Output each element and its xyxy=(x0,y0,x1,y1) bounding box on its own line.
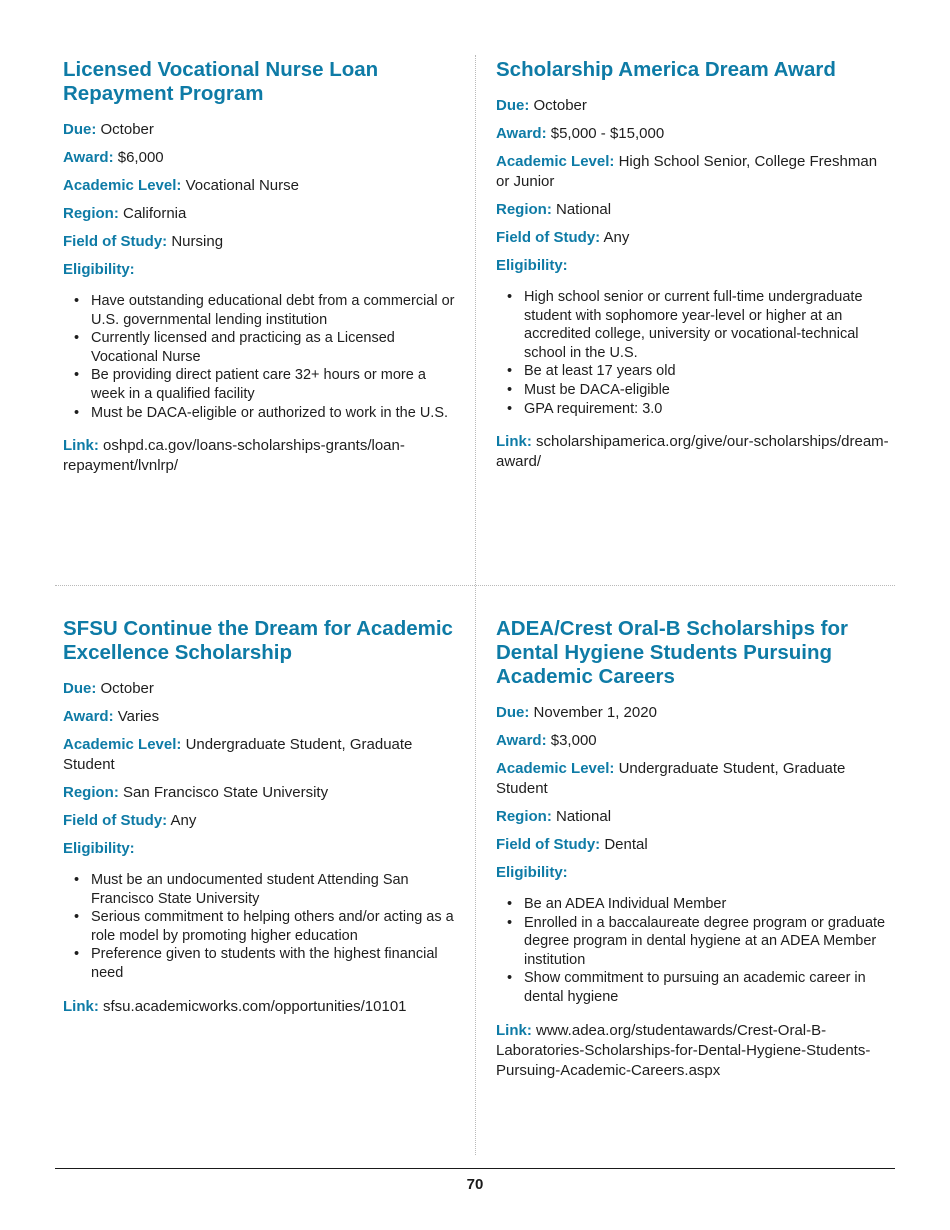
eligibility-list xyxy=(496,895,891,1007)
link-label: Link: xyxy=(63,997,99,1015)
award-label: Award: xyxy=(496,732,547,749)
award-field xyxy=(496,731,891,751)
eligibility-item: • Be providing direct patient care 32+ hours or more a week in a qualified facility xyxy=(91,366,458,403)
award-field xyxy=(63,148,458,168)
award-value: $3,000 xyxy=(550,732,597,749)
field-of-study-field xyxy=(63,232,458,252)
eligibility-list xyxy=(63,292,458,422)
eligibility-heading: Eligibility: xyxy=(63,840,135,857)
academic-level-field xyxy=(496,152,891,192)
row-divider xyxy=(55,585,895,586)
field-of-study-value: Any xyxy=(170,812,197,829)
due-value: October xyxy=(100,680,154,697)
due-field xyxy=(496,96,891,116)
field-of-study-value: Any xyxy=(603,229,630,246)
award-label: Award: xyxy=(63,708,114,725)
eligibility-item: • Enrolled in a baccalaureate degree program or graduate degree program in dental hygiene at an ADEA Member institution xyxy=(524,914,891,970)
field-of-study-value: Dental xyxy=(604,836,648,853)
due-field xyxy=(496,703,891,723)
eligibility-item: • Preference given to students with the highest financial need xyxy=(91,945,458,982)
academic-level-value: Vocational Nurse xyxy=(185,177,299,194)
eligibility-item: • Have outstanding educational debt from a commercial or U.S. governmental lending institution xyxy=(91,292,458,329)
field-of-study-field xyxy=(496,835,891,855)
eligibility-item: • Be at least 17 years old xyxy=(524,362,891,381)
eligibility-item: • GPA requirement: 3.0 xyxy=(524,400,891,419)
link-url[interactable]: oshpd.ca.gov/loans-scholarships-grants/loan-repayment/lvnlrp/ xyxy=(63,437,405,475)
due-field xyxy=(63,679,458,699)
academic-level-value: Undergraduate Student, Graduate Student xyxy=(63,736,413,773)
eligibility-list xyxy=(63,871,458,983)
region-field xyxy=(496,200,891,220)
scholarship-card xyxy=(496,617,891,1089)
academic-level-label: Academic Level: xyxy=(496,153,615,170)
region-label: Region: xyxy=(496,201,552,218)
scholarship-card xyxy=(63,58,458,484)
academic-level-label: Academic Level: xyxy=(496,760,615,777)
due-label: Due: xyxy=(63,121,97,138)
region-label: Region: xyxy=(63,205,119,222)
link-field xyxy=(496,1021,891,1081)
academic-level-value: High School Senior, College Freshman or Junior xyxy=(496,153,878,190)
link-url[interactable]: scholarshipamerica.org/give/our-scholarships/dream-award/ xyxy=(496,433,889,471)
field-of-study-label: Field of Study: xyxy=(63,233,168,250)
field-of-study-field xyxy=(63,811,458,831)
field-of-study-value: Nursing xyxy=(171,233,224,250)
link-field xyxy=(63,436,458,476)
award-label: Award: xyxy=(496,125,547,142)
due-label: Due: xyxy=(496,97,530,114)
due-value: October xyxy=(100,121,154,138)
award-field xyxy=(496,124,891,144)
footer-rule xyxy=(55,1168,895,1169)
region-value: National xyxy=(556,808,612,825)
field-of-study-label: Field of Study: xyxy=(63,812,168,829)
link-label: Link: xyxy=(496,433,532,451)
award-value: $5,000 - $15,000 xyxy=(550,125,665,142)
region-value: San Francisco State University xyxy=(123,784,329,801)
due-value: November 1, 2020 xyxy=(533,704,657,721)
academic-level-label: Academic Level: xyxy=(63,736,182,753)
field-of-study-field xyxy=(496,228,891,248)
region-field xyxy=(63,783,458,803)
region-value: California xyxy=(123,205,187,222)
due-field xyxy=(63,120,458,140)
region-label: Region: xyxy=(63,784,119,801)
scholarship-card xyxy=(63,617,458,1025)
field-of-study-label: Field of Study: xyxy=(496,836,601,853)
award-value: Varies xyxy=(117,708,160,725)
region-value: National xyxy=(556,201,612,218)
link-field xyxy=(63,997,458,1017)
due-label: Due: xyxy=(496,704,530,721)
eligibility-item: • Currently licensed and practicing as a Licensed Vocational Nurse xyxy=(91,329,458,366)
eligibility-list xyxy=(496,288,891,418)
scholarship-title: Licensed Vocational Nurse Loan Repayment Program xyxy=(63,58,379,105)
award-field xyxy=(63,707,458,727)
page-number: 70 xyxy=(466,1176,484,1193)
region-label: Region: xyxy=(496,808,552,825)
link-label: Link: xyxy=(63,437,99,455)
eligibility-item: • High school senior or current full-time undergraduate student with sophomore year-level or higher at an accredited college, university or vocational-technical school in the U.S. xyxy=(524,288,891,362)
academic-level-field xyxy=(63,176,458,196)
eligibility-item: • Must be an undocumented student Attending San Francisco State University xyxy=(91,871,458,908)
scholarship-title: Scholarship America Dream Award xyxy=(496,58,836,81)
region-field xyxy=(496,807,891,827)
column-divider xyxy=(475,55,476,1155)
due-value: October xyxy=(533,97,587,114)
eligibility-heading: Eligibility: xyxy=(63,261,135,278)
scholarship-title: ADEA/Crest Oral-B Scholarships for Dental Hygiene Students Pursuing Academic Careers xyxy=(496,617,848,688)
academic-level-label: Academic Level: xyxy=(63,177,182,194)
eligibility-heading: Eligibility: xyxy=(496,864,568,881)
eligibility-item: • Be an ADEA Individual Member xyxy=(524,895,891,914)
academic-level-field xyxy=(63,735,458,775)
link-url[interactable]: www.adea.org/studentawards/Crest-Oral-B-Laboratories-Scholarships-for-Dental-Hygiene-Students-Pursuing-Academic-Careers.aspx xyxy=(496,1021,871,1079)
region-field xyxy=(63,204,458,224)
eligibility-heading: Eligibility: xyxy=(496,257,568,274)
scholarship-title: SFSU Continue the Dream for Academic Excellence Scholarship xyxy=(63,617,453,664)
link-field xyxy=(496,432,891,472)
link-url[interactable]: sfsu.academicworks.com/opportunities/10101 xyxy=(103,997,407,1015)
scholarship-card xyxy=(496,58,891,480)
field-of-study-label: Field of Study: xyxy=(496,229,601,246)
academic-level-field xyxy=(496,759,891,799)
eligibility-item: • Show commitment to pursuing an academic career in dental hygiene xyxy=(524,969,891,1006)
eligibility-item: • Must be DACA-eligible or authorized to work in the U.S. xyxy=(91,404,458,423)
award-label: Award: xyxy=(63,149,114,166)
eligibility-item: • Must be DACA-eligible xyxy=(524,381,891,400)
due-label: Due: xyxy=(63,680,97,697)
award-value: $6,000 xyxy=(117,149,164,166)
link-label: Link: xyxy=(496,1021,532,1039)
eligibility-item: • Serious commitment to helping others and/or acting as a role model by promoting higher education xyxy=(91,908,458,945)
academic-level-value: Undergraduate Student, Graduate Student xyxy=(496,760,846,797)
